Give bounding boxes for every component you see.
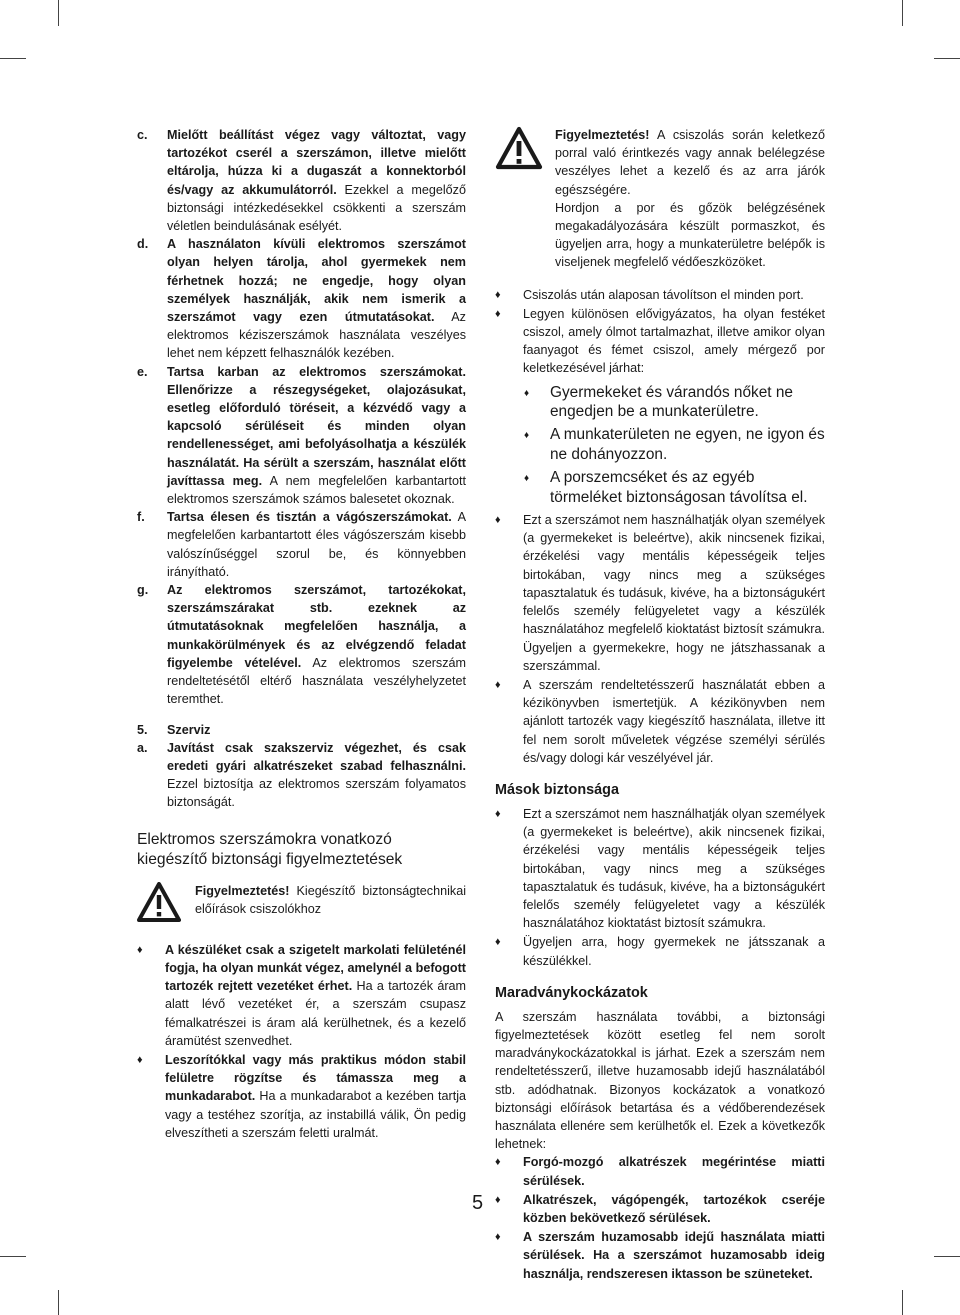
warning-text-left: Figyelmeztetés! Kiegészítő biztonságtechnikai előírások csiszolókhoz [195,883,466,916]
list-item-c: c. Mielőtt beállítást végez vagy változtat, vagy tartozékot cserél a szerszámon, illetve mielőtt eltárolja, húzza ki a dugaszát a konnektorból és/vagy az akkumulátorról. Ezekkel a megelőző biztonsági intézkedésekkel csökkenti a szerszám véletlen beindulásának esélyét. [137,128,466,234]
bullet-item: ♦ Ügyeljen arra, hogy gyermekek ne játsszanak a készülékkel. [495,935,825,968]
bullet-item: ♦ Legyen különösen elővigyázatos, ha olyan festéket csiszol, amely ólmot tartalmazhat, illetve amikor olyan faanyagot és fémet csiszol, amely mérgező por keletkezésével járhat: [495,306,825,376]
bullet-item: ♦ A szerszám huzamosabb idejű használata miatti sérülések. Ha a szerszámot huzamosabb ideig használja, rendszeresen iktasson be szüneteket. [495,1230,825,1281]
diamond-bullet-icon: ♦ [495,936,501,949]
sub-bullet-item: ♦ A munkaterületen ne egyen, ne igyon és ne dohányozzon. [524,426,825,463]
sub-bullet-item: ♦ Gyermekeket és várandós nőket ne engedjen be a munkaterületre. [524,383,793,421]
diamond-bullet-icon: ♦ [495,807,501,820]
crop-mark-top-right [902,0,903,26]
list-item-e: e. Tartsa karban az elektromos szerszámokat. Ellenőrizze a részegységeket, olajozásukat, esetleg előforduló töréseit, a kézvédő vagy a kapcsoló sérüléseit és minden olyan rendellenességet, ami befolyásolhatja a készülék használatát. Ha sérült a szerszám, használat előtt javíttassa meg. A nem megfelelően karbantartott elektromos szerszámok számos balesetet okoznak. [137,364,466,507]
bullet-item: ♦ Csiszolás után alaposan távolítson el minden port. [495,286,825,304]
diamond-bullet-icon: ♦ [495,1193,501,1206]
spacer [137,709,466,721]
warning-triangle-icon [137,882,181,927]
bullet-item: ♦ Ezt a szerszámot nem használhatják olyan személyek (a gyermekeket is beleértve), akik nincsenek fizikai, érzékelési vagy mentális képességeik teljes birtokában, vagy nincs meg a szükséges tapasztalatuk és tudásuk, kivéve, ha a biztonságukért felelős személy felügyeletet vagy a készülék használatához kioktatást biztosít számukra. [495,806,825,931]
list-item-f: f. Tartsa élesen és tisztán a vágószerszámokat. A megfelelően karbantartott éles vágószerszám kisebb valószínűséggel szorul be, és könnyebben irányítható. [137,510,466,579]
list-item-d: d. A használaton kívüli elektromos szerszámot olyan helyen tárolja, ahol gyermekek nem férhetnek hozzá; ne engedje, hogy olyan személyek használják, akik nem ismerik a szerszámot vagy ezen útmutatásokat. Az elektromos kéziszerszámok használata veszélyes lehet nem képzett felhasználók kezében. [137,237,466,361]
warning-text-right: Figyelmeztetés! A csiszolás során keletkező porral való érintkezés vagy annak belélegzése veszélyes lehet a kezelő és az arra járók egészségére. Hordjon a por és gőzök belégzésének megakadályozására készült pormaszkot, és ügyeljen arra, hogy a munkaterületre belépők is viseljenek megfelelő védőeszközöket. [555,128,825,270]
warning-block-right [495,126,825,272]
diamond-bullet-icon: ♦ [524,387,530,399]
crop-mark-left-lower [0,1256,26,1257]
additional-safety-heading: Elektromos szerszámokra vonatkozó kiegészítő biztonsági figyelmeztetések [137,830,403,868]
warning-block-left [137,882,466,927]
others-safety-heading: Mások biztonsága [495,781,619,798]
crop-mark-bottom-right [902,1290,903,1315]
sub-bullet-item: ♦ A porszemcséket és az egyéb törmeléket biztonságosan távolítsa el. [524,469,808,506]
bullet-item: ♦ Alkatrészek, vágópengék, tartozékok cseréje közben bekövetkező sérülések. [495,1192,825,1225]
diamond-bullet-icon: ♦ [524,430,530,442]
diamond-bullet-icon: ♦ [524,473,530,485]
crop-mark-right-lower [934,1256,960,1257]
crop-mark-top-left [58,0,59,26]
right-column [495,126,825,1284]
residual-risks-paragraph: A szerszám használata további, a biztonsági figyelmeztetések között esetleg fel nem sorolt maradványkockázatokkal is járhat. Ezek a szerszám nem rendeltetésszerű, illetve huzamosabb idejű használatából stb. adódhatnak. Bizonyos kockázatok a vonatkozó biztonsági előírások betartása és a védőberendezések használata ellenére sem kerülhetők el. Ezek a következők lehetnek: [495,1009,825,1152]
crop-mark-left-upper [0,58,26,59]
section-5-item-a: a. Javítást csak szakszerviz végezhet, és csak eredeti gyári alkatrészeket szabad felhasználni. Ezzel biztosítja az elektromos szerszám folyamatos biztonságát. [137,740,466,810]
diamond-bullet-icon: ♦ [495,514,501,527]
list-item-g: g. Az elektromos szerszámot, tartozékokat, szerszámszárakat stb. ezeknek az útmutatásoknak megfelelően használja, a munkakörülmények és az elvégzendő feladat figyelembe vételével. Az elektromos szerszám rendeltetésétől eltérő használata veszélyhelyzetet teremthet. [137,583,466,707]
diamond-bullet-icon: ♦ [137,1053,143,1066]
diamond-bullet-icon: ♦ [495,1156,501,1169]
diamond-bullet-icon: ♦ [495,1231,501,1244]
bullet-item: ♦ Leszorítókkal vagy más praktikus módon stabil felületre rögzítse és támassza meg a munkadarabot. Ha a munkadarabot a kezében tartja vagy a testéhez szorítja, az instabillá válik, Ön pedig elveszítheti a szerszám feletti uralmát. [137,1052,466,1140]
left-column [137,126,466,1143]
warning-triangle-icon [495,126,543,272]
bullet-item: ♦ A készüléket csak a szigetelt markolati felületénél fogja, ha olyan munkát végez, amelynél a befogott tartozék rejtett vezetéket érhet. Ha a tartozék áram alatt lévő vezetéket ér, a szerszám csupasz fémalkatrészei is áram alá kerülhetnek, és a kezelő áramütést szenvedhet. [137,942,467,1048]
crop-mark-right-upper [934,58,960,59]
diamond-bullet-icon: ♦ [495,288,501,301]
bullet-item: ♦ Ezt a szerszámot nem használhatják olyan személyek (a gyermekeket is beleértve), akik nincsenek fizikai, érzékelési vagy mentális képességeik teljes birtokában, vagy nincs meg a szükséges tapasztalatuk és tudásuk, kivéve, ha a biztonságukért felelős személy felügyeletet vagy a készülék használatához megfelelő kioktatást biztosít számukra. Ügyeljen a gyermekekre, hogy ne játszhassanak a szerszámmal. [495,513,825,673]
residual-risks-heading: Maradványkockázatok [495,984,648,1001]
bullet-item: ♦ A szerszám rendeltetésszerű használatát ebben a kézikönyvben ismertetjük. A kézikönyvben nem ajánlott tartozék vagy kiegészítő használata, illetve itt fel nem sorolt műveletek végzése személyi sérülés és/vagy dologi kár veszélyével jár. [495,677,825,765]
crop-mark-bottom-left [58,1290,59,1315]
diamond-bullet-icon: ♦ [495,307,501,320]
bullet-item: ♦ Forgó-mozgó alkatrészek megérintése miatti sérülések. [495,1155,825,1188]
page-number: 5 [472,1192,484,1214]
section-5-heading: 5. Szerviz [137,722,211,737]
diamond-bullet-icon: ♦ [495,678,501,691]
diamond-bullet-icon: ♦ [137,943,143,956]
